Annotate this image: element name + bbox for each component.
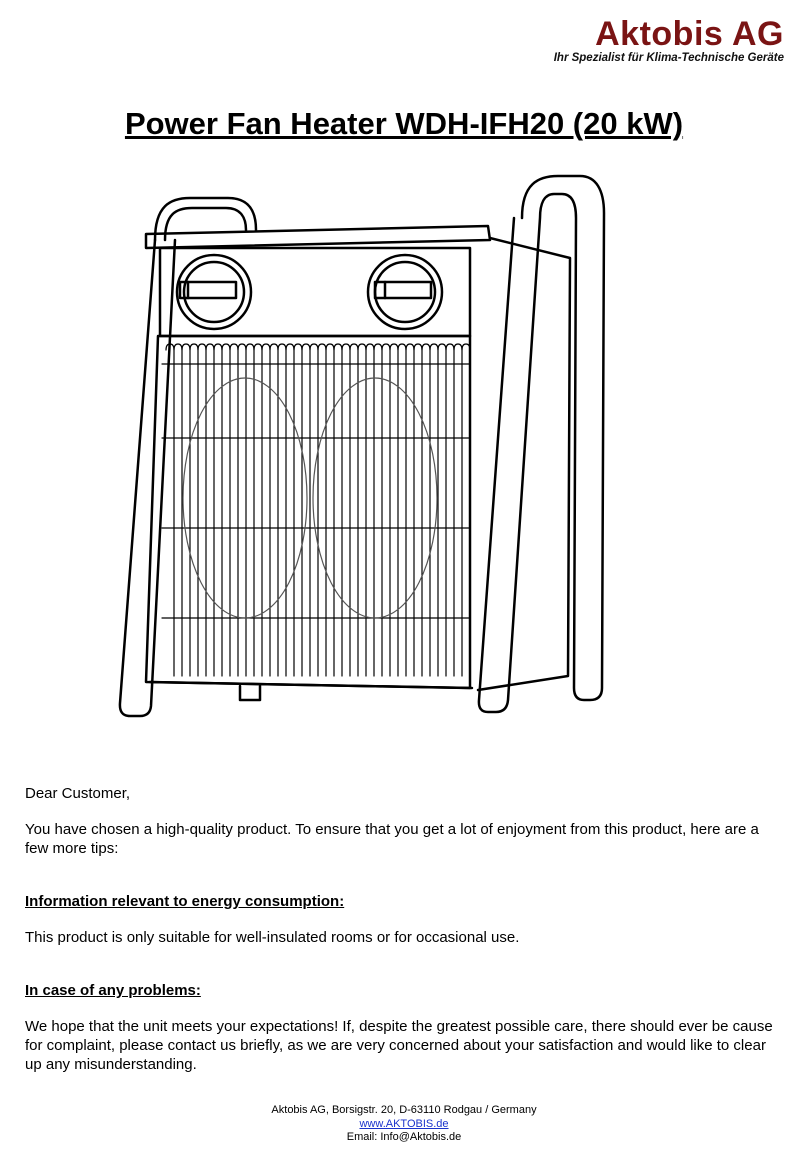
fan-blade-outline: [183, 378, 307, 618]
section-text-problems: We hope that the unit meets your expectations! If, despite the greatest possible care, there should ever be cause for complaint, please contact us briefly, as we are very concerned about your satisfaction and would like to clear up any misunderstanding.: [25, 1018, 773, 1073]
grille-bar: [310, 344, 318, 676]
letter-body: [25, 784, 775, 1074]
grille-bar: [214, 344, 222, 676]
brand-block: [554, 14, 784, 64]
footer-website-link[interactable]: www.AKTOBIS.de: [359, 1117, 449, 1130]
greeting: Dear Customer,: [25, 785, 131, 802]
grille-bar: [238, 344, 246, 676]
grille-bar: [342, 344, 350, 676]
grille-bar: [174, 344, 182, 676]
grille-bar: [198, 344, 206, 676]
grille-bar: [278, 344, 286, 676]
footer-address: Aktobis AG, Borsigstr. 20, D-63110 Rodgau / Germany: [271, 1104, 537, 1116]
grille-bar: [222, 344, 230, 676]
section-heading-energy: Information relevant to energy consumption:: [25, 893, 345, 910]
grille-bar: [294, 344, 302, 676]
grille-bar: [406, 344, 414, 676]
grille-bar: [190, 344, 198, 676]
grille-bar: [358, 344, 366, 676]
footer-email: Email: Info@Aktobis.de: [346, 1131, 462, 1143]
grille-bar: [454, 344, 462, 676]
grille-bar: [254, 344, 262, 676]
fan-blade-outline: [313, 378, 437, 618]
grille-bar: [398, 344, 406, 676]
grille-bar: [350, 344, 358, 676]
bottom-foot: [240, 686, 260, 700]
grille-bar: [326, 344, 334, 676]
grille-bar: [262, 344, 270, 676]
grille-bar: [334, 344, 342, 676]
grille-bar: [382, 344, 390, 676]
grille-bar: [302, 344, 310, 676]
grille: [162, 344, 470, 676]
grille-bar: [286, 344, 294, 676]
grille-bar: [246, 344, 254, 676]
fan-heater-illustration: [110, 168, 610, 740]
grille-bar: [414, 344, 422, 676]
top-cover: [146, 226, 490, 248]
grille-bar: [230, 344, 238, 676]
brand-logo-text: Aktobis AG: [595, 15, 784, 53]
page-title: Power Fan Heater WDH-IFH20 (20 kW): [124, 106, 684, 141]
intro-paragraph: You have chosen a high-quality product. To ensure that you get a lot of enjoyment from this product, here are a few more tips:: [25, 821, 759, 857]
brand-tagline: Ihr Spezialist für Klima-Technische Geräte: [553, 52, 784, 64]
footer: [0, 1104, 808, 1145]
section-heading-problems: In case of any problems:: [25, 982, 201, 999]
left-knob: [177, 255, 251, 329]
grille-bar: [446, 344, 454, 676]
grille-bar: [438, 344, 446, 676]
grille-bar: [422, 344, 430, 676]
grille-bar: [318, 344, 326, 676]
grille-bar: [206, 344, 214, 676]
section-text-energy: This product is only suitable for well-insulated rooms or for occasional use.: [25, 929, 520, 946]
right-handle-leg: [479, 176, 604, 712]
grille-bar: [270, 344, 278, 676]
right-knob: [368, 255, 442, 329]
grille-bar: [366, 344, 374, 676]
grille-bar: [374, 344, 382, 676]
grille-bar: [390, 344, 398, 676]
